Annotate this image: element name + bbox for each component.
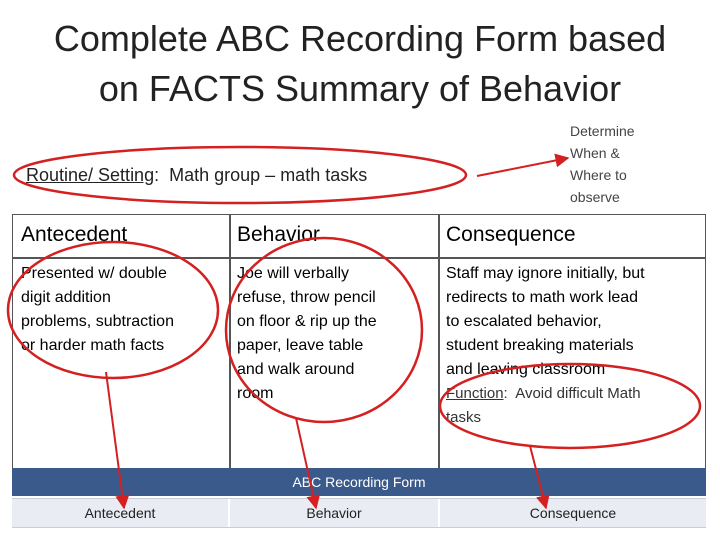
behavior-line: refuse, throw pencil [237, 289, 376, 306]
callout-line-2: When & [570, 145, 620, 161]
behavior-line: on floor & rip up the [237, 313, 377, 330]
callout-arrow [477, 158, 568, 176]
form-col-behavior: Behavior [306, 505, 362, 521]
form-col-antecedent: Antecedent [84, 505, 156, 521]
behavior-line: and walk around [237, 361, 355, 378]
behavior-line: room [237, 385, 274, 402]
function-label: Function [446, 385, 504, 402]
routine-circle [14, 147, 466, 203]
consequence-line: Staff may ignore initially, but [446, 265, 645, 282]
behavior-line: Joe will verbally [237, 265, 350, 282]
header-consequence: Consequence [446, 223, 576, 246]
callout-line-1: Determine [570, 123, 635, 139]
antecedent-line: problems, subtraction [21, 313, 174, 330]
consequence-line: and leaving classroom [446, 361, 606, 378]
function-value-2: tasks [446, 409, 482, 426]
callout-line-4: observe [570, 189, 620, 205]
abc-form-title: ABC Recording Form [12, 468, 706, 496]
header-behavior: Behavior [237, 223, 320, 246]
antecedent-line: digit addition [21, 289, 111, 306]
consequence-line: redirects to math work lead [446, 289, 639, 306]
routine-label: Routine/ Setting [26, 165, 155, 185]
behavior-circle [226, 238, 422, 422]
behavior-arrow [296, 418, 316, 508]
function-sep: : [503, 385, 508, 402]
form-col-consequence: Consequence [529, 505, 617, 521]
antecedent-circle [8, 242, 218, 378]
routine-sep: : [154, 165, 160, 185]
header-antecedent: Antecedent [21, 223, 128, 246]
antecedent-line: or harder math facts [21, 337, 165, 354]
title-line-2: on FACTS Summary of Behavior [98, 68, 622, 109]
title-line-1: Complete ABC Recording Form based [53, 18, 667, 59]
antecedent-arrow [106, 372, 124, 508]
behavior-line: paper, leave table [237, 337, 364, 354]
consequence-line: to escalated behavior, [446, 313, 602, 330]
antecedent-line: Presented w/ double [21, 265, 167, 282]
consequence-arrow [530, 446, 546, 508]
routine-value: Math group – math tasks [169, 165, 368, 185]
function-value: Avoid difficult Math [515, 385, 641, 402]
function-circle [440, 364, 700, 448]
consequence-line: student breaking materials [446, 337, 634, 354]
callout-line-3: Where to [570, 167, 627, 183]
